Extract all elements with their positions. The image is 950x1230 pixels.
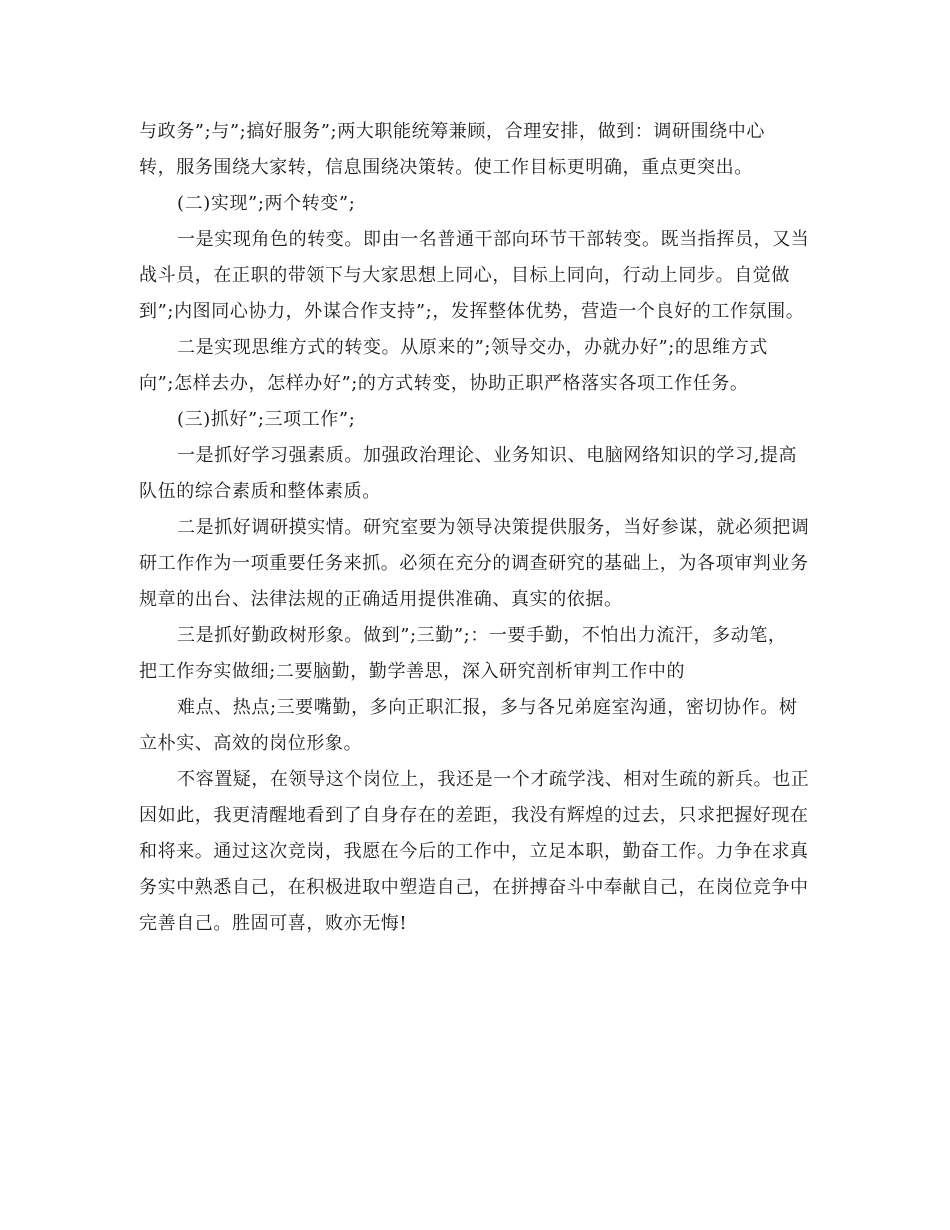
text-line: 难点、热点;三要嘴勤，多向正职汇报，多与各兄弟庭室沟通，密切协作。树	[177, 697, 798, 718]
text-line: 一是实现角色的转变。即由一名普通干部向环节干部转变。既当指挥员，又当	[177, 229, 810, 250]
text-line: 转，服务围绕大家转，信息围绕决策转。使工作目标更明确，重点更突出。	[139, 157, 753, 178]
text-line: 与政务”;与”;搞好服务”;两大职能统筹兼顾，合理安排，做到：调研围绕中心	[139, 121, 765, 142]
text-line: 向”;怎样去办，怎样办好”;的方式转变，协助正职严格落实各项工作任务。	[139, 373, 749, 394]
text-line: 研工作作为一项重要任务来抓。必须在充分的调查研究的基础上，为各项审判业务	[139, 553, 809, 574]
text-line: 三是抓好勤政树形象。做到”;三勤”;：一要手勤，不怕出力流汗，多动笔，	[177, 625, 787, 646]
text-line: 到”;内图同心协力，外谋合作支持”;，发挥整体优势，营造一个良好的工作氛围。	[139, 301, 805, 322]
text-line: 务实中熟悉自己，在积极进取中塑造自己，在拼搏奋斗中奉献自己，在岗位竞争中	[139, 877, 809, 898]
text-line: 立朴实、高效的岗位形象。	[139, 733, 363, 754]
text-line: 和将来。通过这次竞岗，我愿在今后的工作中，立足本职，勤奋工作。力争在求真	[139, 841, 809, 862]
text-line: 二是抓好调研摸实情。研究室要为领导决策提供服务，当好参谋，就必须把调	[177, 517, 810, 538]
text-line: 因如此，我更清醒地看到了自身存在的差距，我没有辉煌的过去，只求把握好现在	[139, 805, 809, 826]
text-line: 不容置疑，在领导这个岗位上，我还是一个才疏学浅、相对生疏的新兵。也正	[177, 769, 810, 790]
body-text	[139, 114, 819, 942]
text-line: 战斗员，在正职的带领下与大家思想上同心，目标上同向，行动上同步。自觉做	[139, 265, 790, 286]
text-line: 规章的出台、法律法规的正确适用提供准确、真实的依据。	[139, 589, 623, 610]
text-line: 完善自己。胜固可喜，败亦无悔!	[139, 913, 408, 934]
text-line: (三)抓好”;三项工作”;	[177, 409, 356, 430]
text-line: 一是抓好学习强素质。加强政治理论、业务知识、电脑网络知识的学习,提高	[177, 445, 798, 466]
text-line: (二)实现”;两个转变”;	[177, 193, 356, 214]
text-line: 二是实现思维方式的转变。从原来的”;领导交办，办就办好”;的思维方式	[177, 337, 768, 358]
text-line: 队伍的综合素质和整体素质。	[139, 481, 381, 502]
text-line: 把工作夯实做细;二要脑勤，勤学善思，深入研究剖析审判工作中的	[139, 661, 686, 682]
